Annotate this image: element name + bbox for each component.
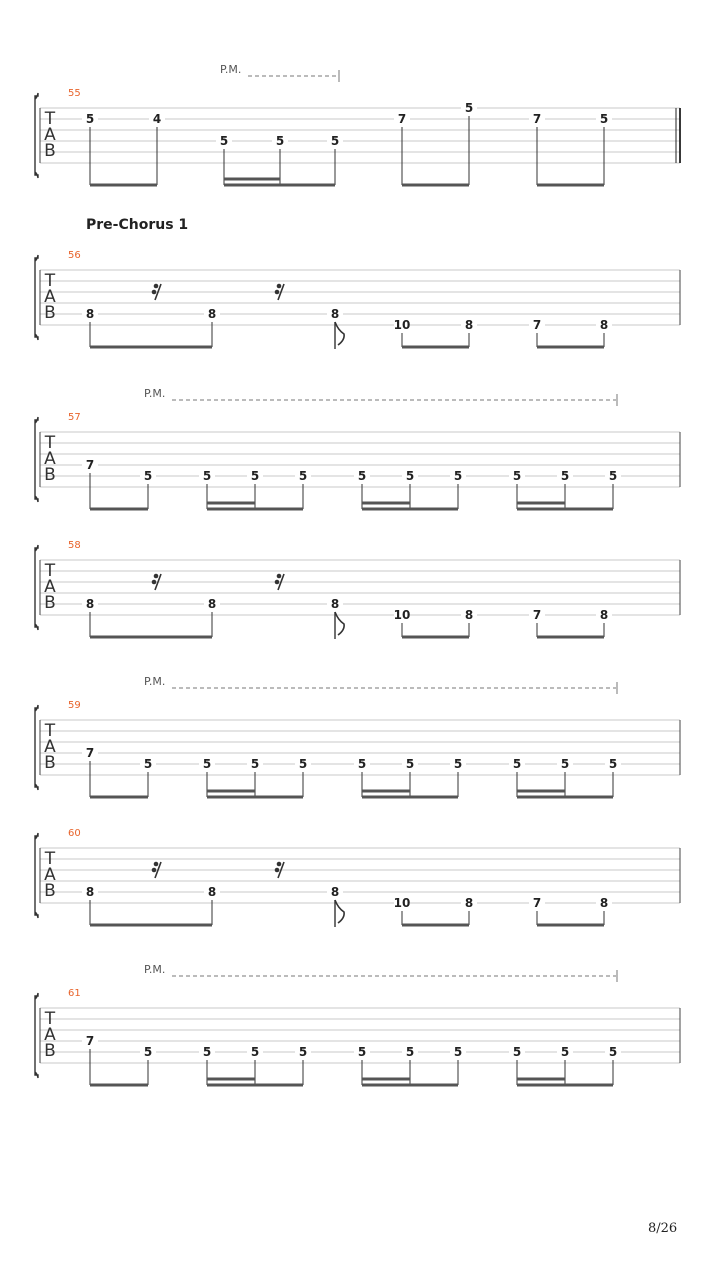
fret-number: 5 (250, 757, 260, 771)
eighth-beam (362, 796, 458, 799)
fret-number: 8 (464, 608, 474, 622)
sixteenth-beam (362, 790, 410, 793)
fret-number: 5 (298, 1045, 308, 1059)
eighth-beam (90, 1084, 148, 1087)
eighth-beam (402, 636, 469, 639)
fret-number: 10 (393, 608, 411, 622)
sixteenth-rest-dot (277, 284, 282, 289)
fret-number: 5 (512, 757, 522, 771)
sixteenth-beam (362, 502, 410, 505)
sixteenth-beam (362, 1078, 410, 1081)
fret-number: 5 (405, 757, 415, 771)
eighth-beam (207, 1084, 303, 1087)
tab-clef-a: A (44, 287, 56, 307)
fret-number: 5 (202, 469, 212, 483)
fret-number: 8 (207, 597, 217, 611)
fret-number: 4 (152, 112, 162, 126)
fret-number: 5 (608, 1045, 618, 1059)
fret-number: 8 (330, 597, 340, 611)
tab-clef-b: B (44, 141, 56, 161)
sixteenth-beam (207, 502, 255, 505)
fret-number: 5 (560, 1045, 570, 1059)
eighth-beam (537, 924, 604, 927)
fret-number: 8 (464, 896, 474, 910)
eighth-beam (517, 1084, 613, 1087)
fret-number: 5 (608, 469, 618, 483)
eighth-beam (224, 184, 335, 187)
fret-number: 5 (464, 101, 474, 115)
page-number: 8/26 (648, 1221, 678, 1236)
eighth-beam (362, 508, 458, 511)
fret-number: 8 (599, 896, 609, 910)
fret-number: 8 (599, 608, 609, 622)
fret-number: 5 (250, 469, 260, 483)
palm-mute-label: P.M. (144, 387, 166, 400)
eighth-beam (402, 184, 469, 187)
measure-number: 57 (68, 412, 81, 423)
sixteenth-beam (517, 790, 565, 793)
fret-number: 5 (143, 757, 153, 771)
fret-number: 8 (207, 307, 217, 321)
sixteenth-rest-dot (154, 574, 159, 579)
eighth-beam (362, 1084, 458, 1087)
measure-number: 58 (68, 540, 81, 551)
palm-mute-label: P.M. (144, 963, 166, 976)
fret-number: 7 (532, 112, 542, 126)
fret-number: 5 (357, 469, 367, 483)
sixteenth-rest-dot (275, 868, 280, 873)
sixteenth-beam (224, 178, 280, 181)
measure-number: 61 (68, 988, 81, 999)
eighth-beam (517, 796, 613, 799)
eighth-beam (90, 346, 212, 349)
fret-number: 7 (85, 746, 95, 760)
system-bracket (35, 833, 38, 918)
fret-number: 5 (405, 469, 415, 483)
measure-number: 55 (68, 88, 81, 99)
fret-number: 7 (532, 896, 542, 910)
sixteenth-beam (517, 1078, 565, 1081)
fret-number: 8 (85, 307, 95, 321)
tab-clef-a: A (44, 449, 56, 469)
eighth-beam (90, 796, 148, 799)
fret-number: 8 (599, 318, 609, 332)
sixteenth-beam (207, 1078, 255, 1081)
sixteenth-rest-dot (277, 862, 282, 867)
tab-clef-t: T (44, 433, 56, 453)
sixteenth-beam (517, 502, 565, 505)
sixteenth-rest-dot (152, 580, 157, 585)
fret-number: 5 (560, 469, 570, 483)
measure-number: 59 (68, 700, 81, 711)
tab-clef-b: B (44, 303, 56, 323)
fret-number: 8 (330, 885, 340, 899)
fret-number: 8 (85, 597, 95, 611)
fret-number: 5 (202, 757, 212, 771)
section-label: Pre-Chorus 1 (86, 217, 189, 233)
fret-number: 7 (85, 1034, 95, 1048)
eighth-beam (90, 184, 157, 187)
fret-number: 7 (532, 318, 542, 332)
eighth-beam (207, 796, 303, 799)
eighth-beam (537, 636, 604, 639)
measure-number: 56 (68, 250, 81, 261)
fret-number: 5 (453, 469, 463, 483)
eighth-beam (402, 346, 469, 349)
fret-number: 10 (393, 318, 411, 332)
fret-number: 5 (143, 1045, 153, 1059)
sixteenth-rest-dot (275, 290, 280, 295)
fret-number: 5 (560, 757, 570, 771)
fret-number: 7 (85, 458, 95, 472)
system-bracket (35, 545, 38, 630)
tab-clef-a: A (44, 865, 56, 885)
tab-clef-b: B (44, 465, 56, 485)
fret-number: 5 (357, 757, 367, 771)
tab-clef-a: A (44, 737, 56, 757)
fret-number: 8 (330, 307, 340, 321)
eighth-beam (90, 924, 212, 927)
tab-clef-t: T (44, 721, 56, 741)
fret-number: 5 (512, 469, 522, 483)
sixteenth-rest-dot (277, 574, 282, 579)
fret-number: 5 (298, 757, 308, 771)
sixteenth-beam (207, 790, 255, 793)
tab-clef-b: B (44, 881, 56, 901)
fret-number: 5 (219, 134, 229, 148)
measure-number: 60 (68, 828, 81, 839)
eighth-beam (90, 508, 148, 511)
eighth-beam (517, 508, 613, 511)
fret-number: 5 (405, 1045, 415, 1059)
fret-number: 5 (202, 1045, 212, 1059)
fret-number: 5 (453, 757, 463, 771)
eighth-beam (537, 184, 604, 187)
palm-mute-label: P.M. (144, 675, 166, 688)
system-bracket (35, 705, 38, 790)
sixteenth-rest-dot (152, 290, 157, 295)
sixteenth-rest-dot (275, 580, 280, 585)
fret-number: 5 (275, 134, 285, 148)
tab-clef-a: A (44, 125, 56, 145)
eighth-beam (537, 346, 604, 349)
eighth-beam (90, 636, 212, 639)
tab-clef-t: T (44, 271, 56, 291)
fret-number: 5 (85, 112, 95, 126)
tab-clef-b: B (44, 753, 56, 773)
fret-number: 5 (357, 1045, 367, 1059)
fret-number: 5 (453, 1045, 463, 1059)
fret-number: 5 (599, 112, 609, 126)
fret-number: 5 (143, 469, 153, 483)
tab-clef-t: T (44, 109, 56, 129)
eighth-beam (402, 924, 469, 927)
eighth-beam (207, 508, 303, 511)
fret-number: 7 (397, 112, 407, 126)
palm-mute-label: P.M. (220, 63, 242, 76)
fret-number: 10 (393, 896, 411, 910)
fret-number: 5 (608, 757, 618, 771)
sixteenth-rest-dot (152, 868, 157, 873)
fret-number: 5 (250, 1045, 260, 1059)
fret-number: 5 (330, 134, 340, 148)
fret-number: 8 (85, 885, 95, 899)
tab-clef-b: B (44, 1041, 56, 1061)
system-bracket (35, 255, 38, 340)
sixteenth-rest-dot (154, 284, 159, 289)
tab-clef-t: T (44, 561, 56, 581)
tab-clef-t: T (44, 1009, 56, 1029)
fret-number: 5 (512, 1045, 522, 1059)
tab-clef-a: A (44, 577, 56, 597)
system-bracket (35, 93, 38, 178)
system-bracket (35, 993, 38, 1078)
tab-clef-b: B (44, 593, 56, 613)
fret-number: 7 (532, 608, 542, 622)
fret-number: 5 (298, 469, 308, 483)
sixteenth-rest-dot (154, 862, 159, 867)
tab-clef-a: A (44, 1025, 56, 1045)
fret-number: 8 (207, 885, 217, 899)
system-bracket (35, 417, 38, 502)
fret-number: 8 (464, 318, 474, 332)
tab-clef-t: T (44, 849, 56, 869)
